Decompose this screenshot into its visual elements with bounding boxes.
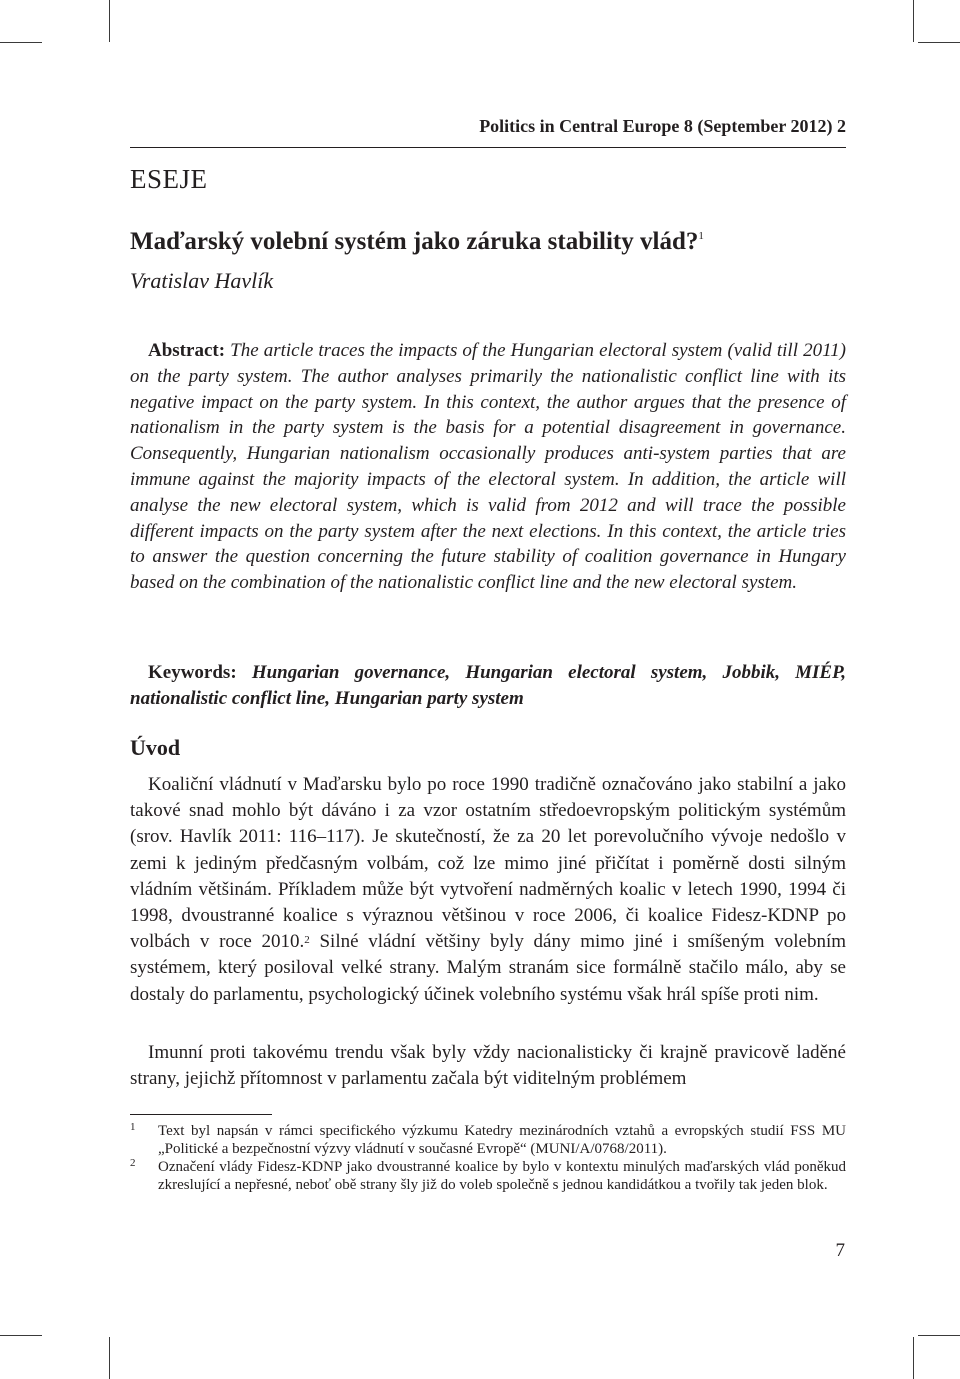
footnote-2 — [130, 1158, 846, 1194]
keywords-label: Keywords: — [148, 662, 237, 683]
abstract-label: Abstract: — [148, 340, 226, 361]
footnote-2-number: 2 — [130, 1157, 136, 1169]
author-name: Vratislav Havlík — [130, 268, 274, 293]
intro-paragraph-1-part-1: Koaliční vládnutí v Maďarsku bylo po roce 1990 tradičně označováno jako stabilní a jako takové snad mohlo být dáváno i za vzor ostatním středoevropským politickým systémům (srov. Havlík 2011: 116–117). Je skutečností, že za 20 let porevolučního vývoje nedošlo v zemi k jediným předčasným volbám, což lze mimo jiné přičítat i poměrně dosti silným vládním většinám. Příkladem může být vytvoření nadměrných koalic v letech 1990, 1994 či 1998, dvoustranné koalice s výraznou většinou v roce 2006, či koalice Fidesz-KDNP po volbách v roce 2010. — [130, 774, 846, 953]
crop-mark-left-top — [0, 42, 42, 43]
abstract-text: The article traces the impacts of the Hungarian electoral system (valid till 2011) on the party system. The author analyses primarily the nationalistic conflict line with its negative impact on the party system. In this context, the author argues that the presence of nationalism in the party system is the basis for a potential disagreement in governance. Consequently, Hungarian nationalism occasionally produces anti-system parties that are immune against the majority impacts of the electoral system. In addition, the article will analyse the new electoral system, which is valid from 2012 and will trace the possible different impacts on the party system after the next elections. In this context, the article tries to answer the question concerning the future stability of coalition governance in Hungary based on the combination of the nationalistic conflict line and the new electoral system. — [130, 340, 846, 594]
page-number: 7 — [835, 1240, 845, 1261]
crop-mark-bottom-right — [913, 1337, 914, 1379]
crop-mark-top-right — [913, 0, 914, 42]
crop-mark-top-left — [109, 0, 110, 42]
footnote-ref-2[interactable]: 2 — [304, 934, 310, 947]
intro-paragraph-2: Imunní proti takovému trendu však byly vždy nacionalisticky či krajně pravicově laděné strany, jejichž přítomnost v parlamentu začala být viditelným problémem — [130, 1042, 846, 1090]
footnote-rule — [130, 1114, 272, 1115]
footnote-1 — [130, 1122, 846, 1158]
keywords — [130, 660, 846, 712]
crop-mark-right-top — [918, 42, 960, 43]
article-title-text: Maďarský volební systém jako záruka stability vlád? — [130, 228, 699, 255]
abstract — [130, 338, 846, 596]
section-heading-intro: Úvod — [130, 735, 181, 760]
running-head: Politics in Central Europe 8 (September 2012) 2 — [479, 116, 846, 136]
section-label: ESEJE — [130, 164, 208, 194]
crop-mark-left-bottom — [0, 1335, 42, 1336]
footnote-1-text: Text byl napsán v rámci specifického výzkumu Katedry mezinárodních vztahů a evropských studií FSS MU „Politické a bezpečnostní výzvy vládnutí v současné Evropě“ (MUNI/A/0768/2011). — [158, 1123, 846, 1157]
title-footnote-ref[interactable]: 1 — [698, 230, 704, 242]
footnote-2-text: Označení vlády Fidesz-KDNP jako dvoustranné koalice by bylo v kontextu minulých maďarských vlád poněkud zkreslující a nepřesné, neboť obě strany šly již do voleb společně s jednou kandidátkou a tvořily tak jeden blok. — [158, 1159, 846, 1193]
intro-paragraph-1-part-2: Silné vládní většiny byly dány mimo jiné i smíšeným volebním systémem, který posiloval velké strany. Malým stranám sice formálně stačilo málo, aby se dostaly do parlamentu, psychologický účinek volebního systému však hrál spíše proti nim. — [130, 931, 847, 1005]
crop-mark-bottom-left — [109, 1337, 110, 1379]
intro-paragraph-1 — [130, 772, 846, 1008]
footnote-1-number: 1 — [130, 1121, 136, 1133]
crop-mark-right-bottom — [918, 1335, 960, 1336]
keywords-text: Hungarian governance, Hungarian electoral system, Jobbik, MIÉP, nationalistic conflict line, Hungarian party system — [130, 662, 847, 709]
article-title — [130, 228, 704, 256]
header-rule — [130, 147, 846, 148]
